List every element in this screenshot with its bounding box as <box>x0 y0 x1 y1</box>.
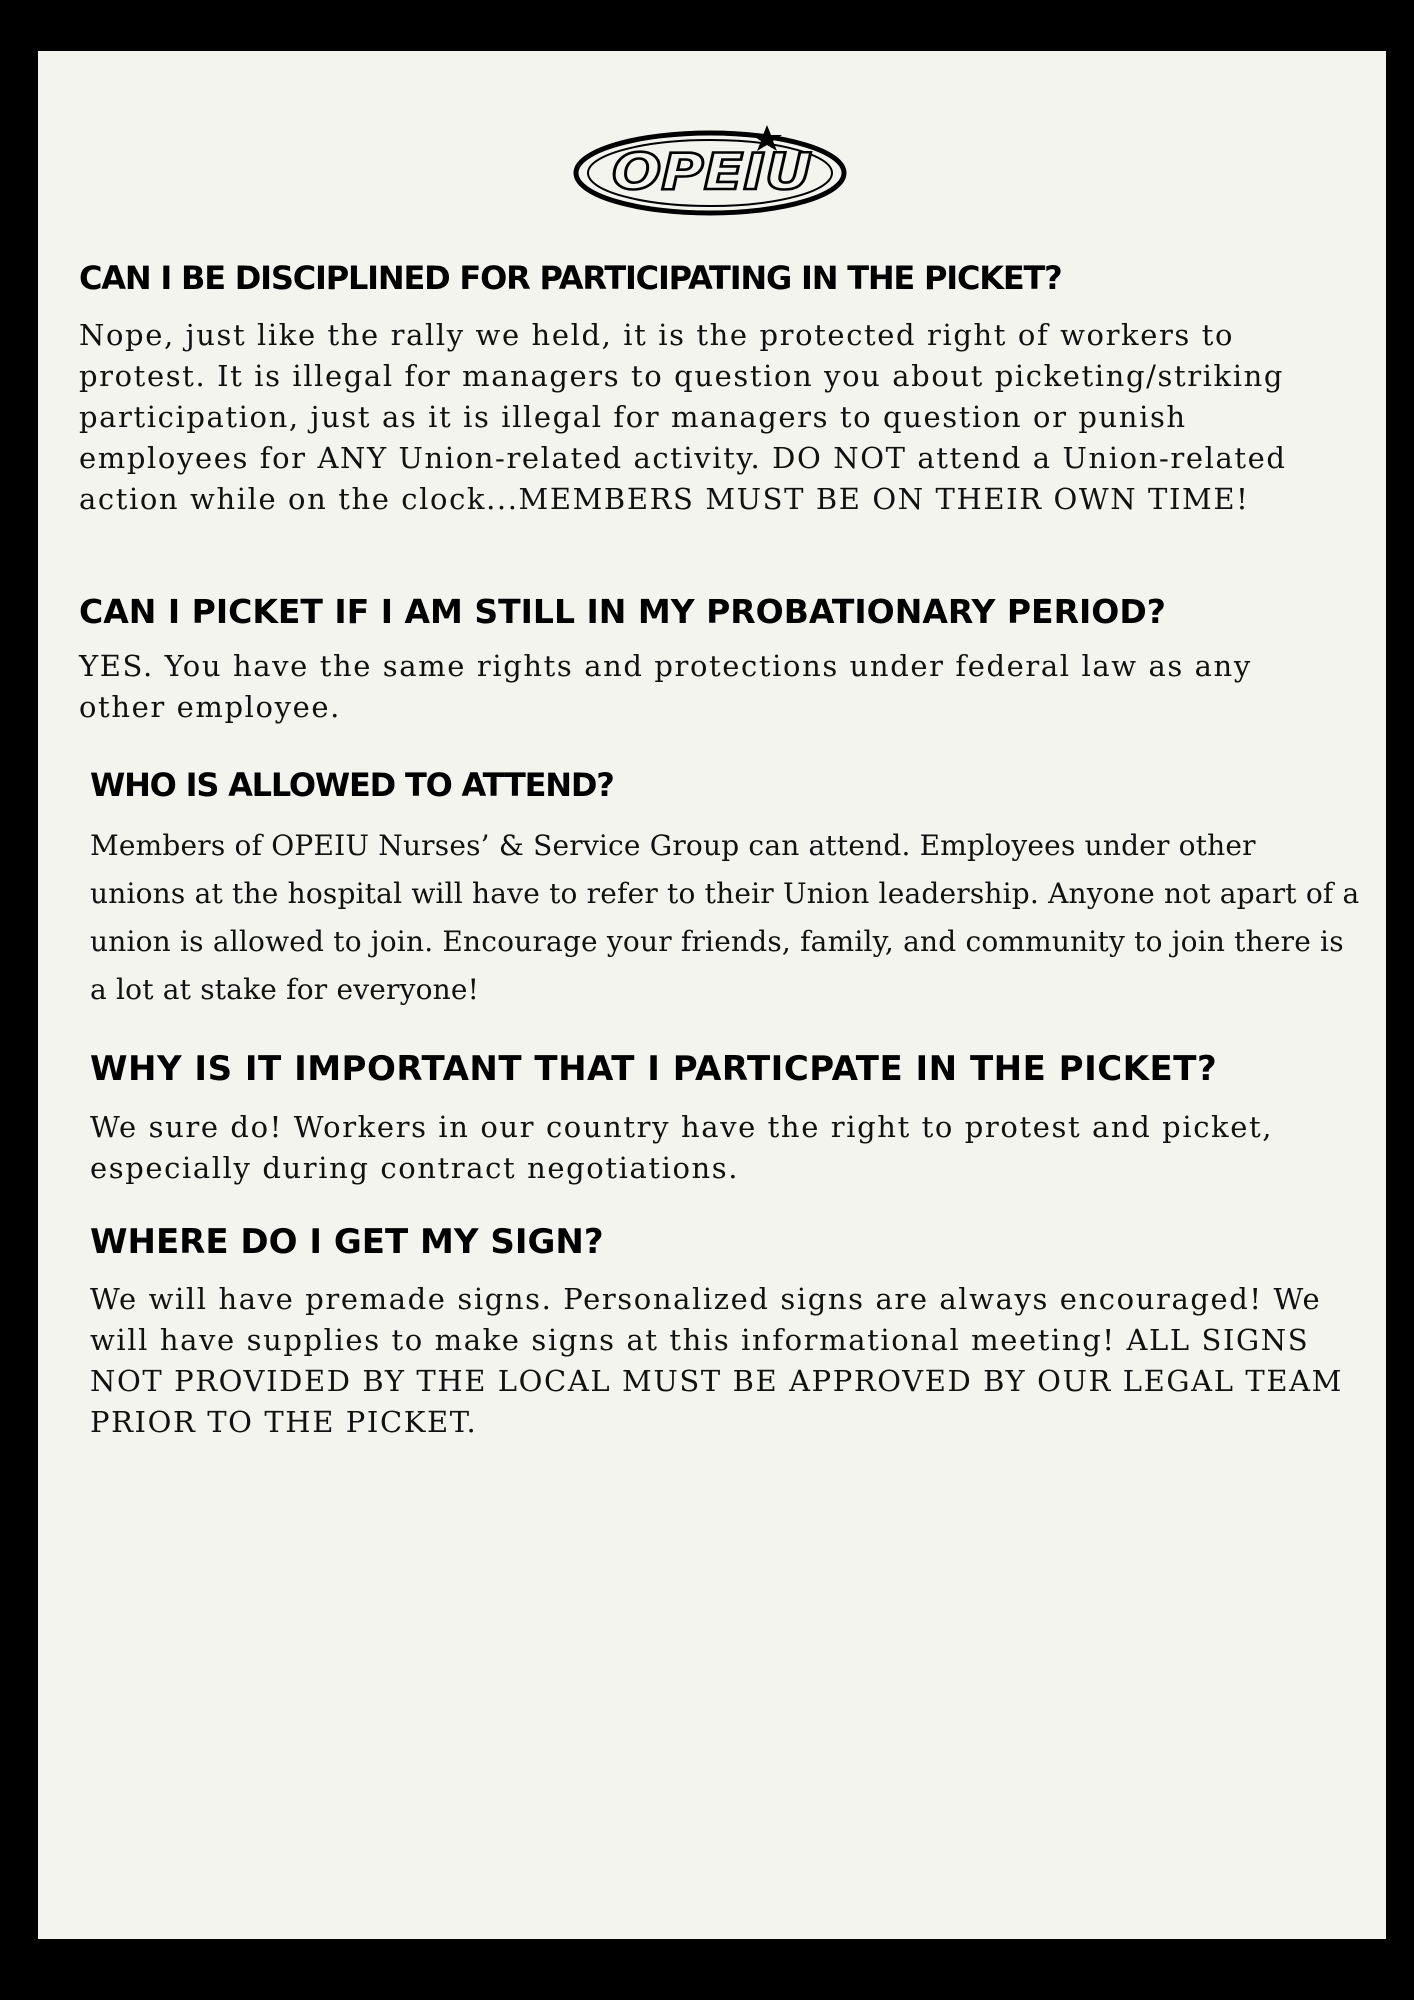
flyer-page <box>38 51 1386 1939</box>
faq-item <box>79 592 1349 728</box>
faq-answer: Nope, just like the rally we held, it is the protected right of workers to protest. It is illegal for managers to question you about picketing/striking participation, just as it is illegal for managers to question or punish employees for ANY Union-related activity. DO NOT attend a Union-related action while on the clock...MEMBERS MUST BE ON THEIR OWN TIME! <box>79 318 1287 516</box>
faq-answer: YES. You have the same rights and protections under federal law as any other employee. <box>79 649 1252 724</box>
faq-question: WHERE DO I GET MY SIGN? <box>90 1222 604 1262</box>
faq-item <box>90 1221 1360 1443</box>
faq-answer: We sure do! Workers in our country have the right to protest and picket, especially during contract negotiations. <box>90 1110 1274 1185</box>
faq-item <box>79 258 1349 520</box>
faq-question: CAN I PICKET IF I AM STILL IN MY PROBATIONARY PERIOD? <box>79 592 1166 631</box>
logo-text: OPEIU <box>612 143 812 201</box>
faq-item <box>90 1048 1360 1189</box>
faq-question: WHO IS ALLOWED TO ATTEND? <box>90 766 614 804</box>
faq-question: CAN I BE DISCIPLINED FOR PARTICIPATING IN THE PICKET? <box>79 259 1062 297</box>
faq-question: WHY IS IT IMPORTANT THAT I PARTICPATE IN THE PICKET? <box>90 1049 1218 1089</box>
opeiu-logo <box>572 115 858 221</box>
faq-answer: Members of OPEIU Nurses’ & Service Group can attend. Employees under other unions at the hospital will have to refer to their Union leadership. Anyone not apart of a union is allowed to join. Encourage your friends, family, and community to join there is a lot at stake for everyone! <box>90 829 1360 1006</box>
faq-item <box>90 765 1360 1014</box>
faq-answer: We will have premade signs. Personalized signs are always encouraged! We will have supplies to make signs at this informational meeting! ALL SIGNS NOT PROVIDED BY THE LOCAL MUST BE APPROVED BY OUR LEGAL TEAM PRIOR TO THE PICKET. <box>90 1282 1343 1439</box>
